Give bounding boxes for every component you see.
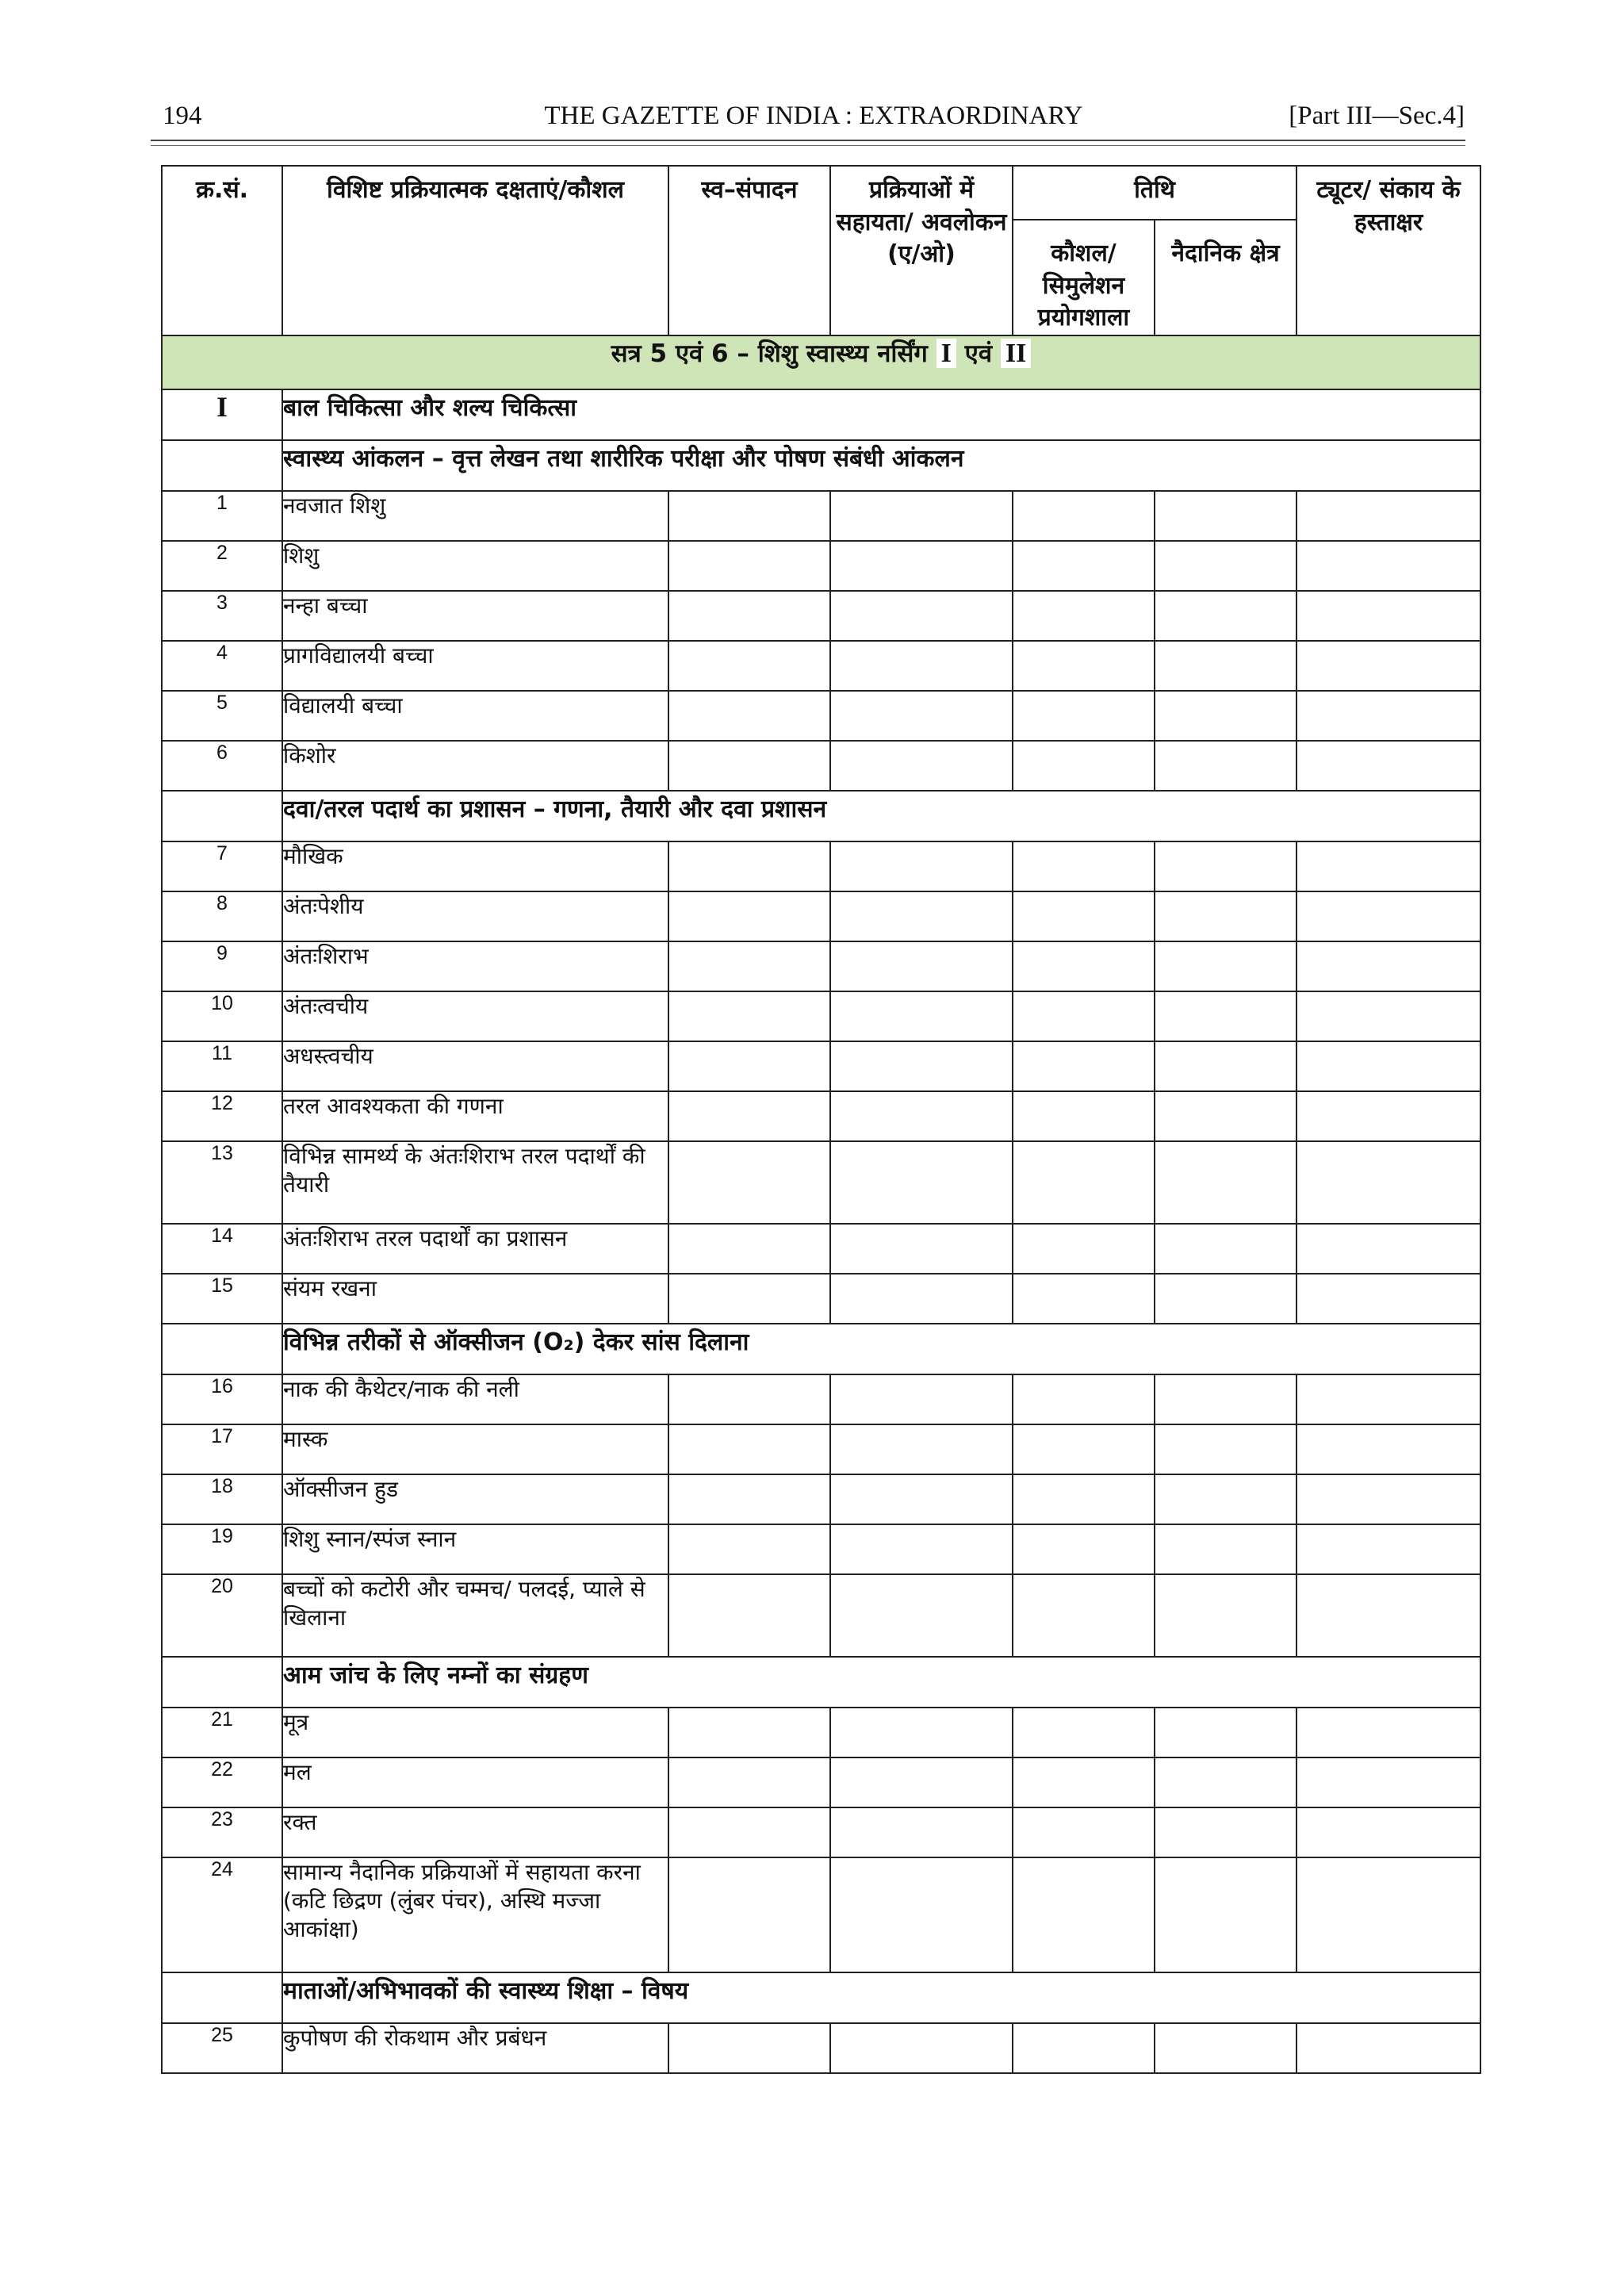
skill-cell: मास्क bbox=[282, 1424, 668, 1474]
serial-cell: 14 bbox=[162, 1224, 282, 1274]
clinical-cell[interactable] bbox=[1155, 1374, 1297, 1424]
skill-lab-cell[interactable] bbox=[1013, 1224, 1155, 1274]
clinical-cell[interactable] bbox=[1155, 541, 1297, 591]
self-cell[interactable] bbox=[668, 1708, 830, 1757]
group-header-row bbox=[162, 440, 1480, 491]
assist-cell[interactable] bbox=[830, 1091, 1013, 1141]
clinical-cell[interactable] bbox=[1155, 1857, 1297, 1972]
serial-cell: 10 bbox=[162, 991, 282, 1041]
skill-cell: नवजात शिशु bbox=[282, 491, 668, 541]
skill-cell: शिशु स्नान/स्पंज स्नान bbox=[282, 1524, 668, 1574]
serial-cell: 15 bbox=[162, 1274, 282, 1324]
sign-cell[interactable] bbox=[1297, 991, 1480, 1041]
col-self-performed: स्व–संपादन bbox=[668, 166, 830, 335]
table-row bbox=[162, 1141, 1480, 1224]
assist-cell[interactable] bbox=[830, 691, 1013, 741]
self-cell[interactable] bbox=[668, 1374, 830, 1424]
serial-cell: 13 bbox=[162, 1141, 282, 1224]
assist-cell[interactable] bbox=[830, 1224, 1013, 1274]
clinical-cell[interactable] bbox=[1155, 991, 1297, 1041]
group-number-cell bbox=[162, 440, 282, 491]
sign-cell[interactable] bbox=[1297, 541, 1480, 591]
assist-cell[interactable] bbox=[830, 1274, 1013, 1324]
skill-lab-cell[interactable] bbox=[1013, 891, 1155, 941]
col-assist-observe: प्रक्रियाओं में सहायता/ अवलोकन (ए/ओ) bbox=[830, 166, 1013, 335]
self-cell[interactable] bbox=[668, 941, 830, 991]
table-row bbox=[162, 691, 1480, 741]
assist-cell[interactable] bbox=[830, 1524, 1013, 1574]
skill-lab-cell[interactable] bbox=[1013, 1474, 1155, 1524]
table-row bbox=[162, 2023, 1480, 2073]
self-cell[interactable] bbox=[668, 741, 830, 791]
clinical-cell[interactable] bbox=[1155, 641, 1297, 691]
skill-cell: मल bbox=[282, 1757, 668, 1807]
assist-cell[interactable] bbox=[830, 1807, 1013, 1857]
serial-cell: 5 bbox=[162, 691, 282, 741]
assist-cell[interactable] bbox=[830, 541, 1013, 591]
skill-cell: अंतःपेशीय bbox=[282, 891, 668, 941]
sign-cell[interactable] bbox=[1297, 1274, 1480, 1324]
serial-cell: 23 bbox=[162, 1807, 282, 1857]
table-row bbox=[162, 1574, 1480, 1657]
self-cell[interactable] bbox=[668, 1424, 830, 1474]
clinical-cell[interactable] bbox=[1155, 1524, 1297, 1574]
clinical-cell[interactable] bbox=[1155, 591, 1297, 641]
group-header-row bbox=[162, 1972, 1480, 2023]
sign-cell[interactable] bbox=[1297, 1857, 1480, 1972]
table-row bbox=[162, 1091, 1480, 1141]
skill-lab-cell[interactable] bbox=[1013, 1091, 1155, 1141]
group-number-cell bbox=[162, 1657, 282, 1708]
self-cell[interactable] bbox=[668, 1474, 830, 1524]
sign-cell[interactable] bbox=[1297, 1141, 1480, 1224]
assist-cell[interactable] bbox=[830, 2023, 1013, 2073]
skill-cell: किशोर bbox=[282, 741, 668, 791]
sign-cell[interactable] bbox=[1297, 1224, 1480, 1274]
table-row bbox=[162, 491, 1480, 541]
serial-cell: 21 bbox=[162, 1708, 282, 1757]
table-row bbox=[162, 1708, 1480, 1757]
skills-table bbox=[161, 165, 1481, 2074]
skill-lab-cell[interactable] bbox=[1013, 1524, 1155, 1574]
self-cell[interactable] bbox=[668, 1857, 830, 1972]
group-title: आम जांच के लिए नम्नों का संग्रहण bbox=[282, 1657, 1480, 1708]
sign-cell[interactable] bbox=[1297, 691, 1480, 741]
assist-cell[interactable] bbox=[830, 1708, 1013, 1757]
semester-band bbox=[162, 335, 1480, 389]
self-cell[interactable] bbox=[668, 991, 830, 1041]
skill-lab-cell[interactable] bbox=[1013, 1274, 1155, 1324]
sign-cell[interactable] bbox=[1297, 1041, 1480, 1091]
skill-cell: शिशु bbox=[282, 541, 668, 591]
self-cell[interactable] bbox=[668, 541, 830, 591]
serial-cell: 12 bbox=[162, 1091, 282, 1141]
self-cell[interactable] bbox=[668, 1524, 830, 1574]
skill-cell: संयम रखना bbox=[282, 1274, 668, 1324]
clinical-cell[interactable] bbox=[1155, 1141, 1297, 1224]
group-number-cell bbox=[162, 791, 282, 841]
table-row bbox=[162, 841, 1480, 891]
skill-cell: कुपोषण की रोकथाम और प्रबंधन bbox=[282, 2023, 668, 2073]
band-roman-one: I bbox=[936, 339, 956, 368]
sign-cell[interactable] bbox=[1297, 941, 1480, 991]
sign-cell[interactable] bbox=[1297, 641, 1480, 691]
skill-lab-cell[interactable] bbox=[1013, 541, 1155, 591]
self-cell[interactable] bbox=[668, 1141, 830, 1224]
self-cell[interactable] bbox=[668, 1757, 830, 1807]
skill-cell: विद्यालयी बच्चा bbox=[282, 691, 668, 741]
col-clinical-area: नैदानिक क्षेत्र bbox=[1155, 220, 1297, 335]
table-row bbox=[162, 1807, 1480, 1857]
serial-cell: 16 bbox=[162, 1374, 282, 1424]
self-cell[interactable] bbox=[668, 641, 830, 691]
assist-cell[interactable] bbox=[830, 1041, 1013, 1091]
skill-cell: मूत्र bbox=[282, 1708, 668, 1757]
sign-cell[interactable] bbox=[1297, 491, 1480, 541]
page-header bbox=[163, 94, 1465, 141]
clinical-cell[interactable] bbox=[1155, 1574, 1297, 1657]
group-header-row bbox=[162, 1657, 1480, 1708]
skill-lab-cell[interactable] bbox=[1013, 941, 1155, 991]
group-title: दवा/तरल पदार्थ का प्रशासन – गणना, तैयारी और दवा प्रशासन bbox=[282, 791, 1480, 841]
assist-cell[interactable] bbox=[830, 641, 1013, 691]
sign-cell[interactable] bbox=[1297, 1807, 1480, 1857]
skill-lab-cell[interactable] bbox=[1013, 1857, 1155, 1972]
table-row bbox=[162, 1374, 1480, 1424]
skill-lab-cell[interactable] bbox=[1013, 1807, 1155, 1857]
sign-cell[interactable] bbox=[1297, 1474, 1480, 1524]
table-row bbox=[162, 1041, 1480, 1091]
assist-cell[interactable] bbox=[830, 591, 1013, 641]
band-text: सत्र 5 एवं 6 – शिशु स्वास्थ्य नर्सिंग bbox=[611, 339, 928, 368]
header-rule bbox=[151, 140, 1465, 141]
assist-cell[interactable] bbox=[830, 891, 1013, 941]
clinical-cell[interactable] bbox=[1155, 1091, 1297, 1141]
skill-lab-cell[interactable] bbox=[1013, 1757, 1155, 1807]
self-cell[interactable] bbox=[668, 591, 830, 641]
assist-cell[interactable] bbox=[830, 741, 1013, 791]
header-rule-thin bbox=[151, 145, 1465, 146]
band-roman-two: II bbox=[1001, 339, 1031, 368]
assist-cell[interactable] bbox=[830, 1474, 1013, 1524]
skill-lab-cell[interactable] bbox=[1013, 1708, 1155, 1757]
table-row bbox=[162, 741, 1480, 791]
group-title: माताओं/अभिभावकों की स्वास्थ्य शिक्षा – विषय bbox=[282, 1972, 1480, 2023]
serial-cell: 9 bbox=[162, 941, 282, 991]
serial-cell: 8 bbox=[162, 891, 282, 941]
self-cell[interactable] bbox=[668, 491, 830, 541]
clinical-cell[interactable] bbox=[1155, 691, 1297, 741]
table-row bbox=[162, 591, 1480, 641]
self-cell[interactable] bbox=[668, 2023, 830, 2073]
self-cell[interactable] bbox=[668, 1274, 830, 1324]
group-title: विभिन्न तरीकों से ऑक्सीजन (O₂) देकर सांस दिलाना bbox=[282, 1324, 1480, 1374]
clinical-cell[interactable] bbox=[1155, 2023, 1297, 2073]
skill-cell: अंतःशिराभ तरल पदार्थों का प्रशासन bbox=[282, 1224, 668, 1274]
clinical-cell[interactable] bbox=[1155, 1474, 1297, 1524]
clinical-cell[interactable] bbox=[1155, 1757, 1297, 1807]
assist-cell[interactable] bbox=[830, 1857, 1013, 1972]
skill-lab-cell[interactable] bbox=[1013, 591, 1155, 641]
skill-lab-cell[interactable] bbox=[1013, 1041, 1155, 1091]
sign-cell[interactable] bbox=[1297, 1524, 1480, 1574]
self-cell[interactable] bbox=[668, 691, 830, 741]
skill-lab-cell[interactable] bbox=[1013, 1424, 1155, 1474]
serial-cell: 4 bbox=[162, 641, 282, 691]
assist-cell[interactable] bbox=[830, 1757, 1013, 1807]
serial-cell: 17 bbox=[162, 1424, 282, 1474]
sign-cell[interactable] bbox=[1297, 1574, 1480, 1657]
clinical-cell[interactable] bbox=[1155, 1274, 1297, 1324]
group-number-cell bbox=[162, 1324, 282, 1374]
serial-cell: 7 bbox=[162, 841, 282, 891]
clinical-cell[interactable] bbox=[1155, 941, 1297, 991]
sign-cell[interactable] bbox=[1297, 841, 1480, 891]
table-row bbox=[162, 1424, 1480, 1474]
assist-cell[interactable] bbox=[830, 941, 1013, 991]
serial-cell: 3 bbox=[162, 591, 282, 641]
assist-cell[interactable] bbox=[830, 1574, 1013, 1657]
skill-cell: विभिन्न सामर्थ्य के अंतःशिराभ तरल पदार्थों की तैयारी bbox=[282, 1141, 668, 1224]
sign-cell[interactable] bbox=[1297, 1424, 1480, 1474]
sign-cell[interactable] bbox=[1297, 741, 1480, 791]
table-row bbox=[162, 1524, 1480, 1574]
skill-cell: बच्चों को कटोरी और चम्मच/ पलदई, प्याले से खिलाना bbox=[282, 1574, 668, 1657]
skill-cell: नन्हा बच्चा bbox=[282, 591, 668, 641]
skill-lab-cell[interactable] bbox=[1013, 641, 1155, 691]
skill-lab-cell[interactable] bbox=[1013, 691, 1155, 741]
table-row bbox=[162, 1757, 1480, 1807]
assist-cell[interactable] bbox=[830, 1374, 1013, 1424]
skill-cell: रक्त bbox=[282, 1807, 668, 1857]
skill-lab-cell[interactable] bbox=[1013, 2023, 1155, 2073]
serial-cell: 1 bbox=[162, 491, 282, 541]
serial-cell: 25 bbox=[162, 2023, 282, 2073]
skill-lab-cell[interactable] bbox=[1013, 1141, 1155, 1224]
table-row bbox=[162, 1857, 1480, 1972]
clinical-cell[interactable] bbox=[1155, 841, 1297, 891]
group-title: स्वास्थ्य आंकलन – वृत्त लेखन तथा शारीरिक परीक्षा और पोषण संबंधी आंकलन bbox=[282, 440, 1480, 491]
skill-cell: अधस्त्वचीय bbox=[282, 1041, 668, 1091]
serial-cell: 6 bbox=[162, 741, 282, 791]
assist-cell[interactable] bbox=[830, 491, 1013, 541]
self-cell[interactable] bbox=[668, 891, 830, 941]
self-cell[interactable] bbox=[668, 1091, 830, 1141]
assist-cell[interactable] bbox=[830, 841, 1013, 891]
col-date: तिथि bbox=[1013, 166, 1297, 220]
skill-lab-cell[interactable] bbox=[1013, 741, 1155, 791]
assist-cell[interactable] bbox=[830, 1424, 1013, 1474]
skill-lab-cell[interactable] bbox=[1013, 491, 1155, 541]
table-row bbox=[162, 891, 1480, 941]
skill-lab-cell[interactable] bbox=[1013, 991, 1155, 1041]
assist-cell[interactable] bbox=[830, 1141, 1013, 1224]
clinical-cell[interactable] bbox=[1155, 1807, 1297, 1857]
clinical-cell[interactable] bbox=[1155, 1424, 1297, 1474]
section-title: बाल चिकित्सा और शल्य चिकित्सा bbox=[282, 389, 1480, 440]
table-row bbox=[162, 1474, 1480, 1524]
clinical-cell[interactable] bbox=[1155, 491, 1297, 541]
skill-cell: तरल आवश्यकता की गणना bbox=[282, 1091, 668, 1141]
serial-cell: 11 bbox=[162, 1041, 282, 1091]
col-serial: क्र.सं. bbox=[162, 166, 282, 335]
gazette-title: THE GAZETTE OF INDIA : EXTRAORDINARY bbox=[544, 102, 1083, 130]
table-row bbox=[162, 541, 1480, 591]
sign-cell[interactable] bbox=[1297, 1374, 1480, 1424]
group-number-cell bbox=[162, 1972, 282, 2023]
skill-cell: नाक की कैथेटर/नाक की नली bbox=[282, 1374, 668, 1424]
sign-cell[interactable] bbox=[1297, 1091, 1480, 1141]
col-skills: विशिष्ट प्रक्रियात्मक दक्षताएं/कौशल bbox=[282, 166, 668, 335]
sign-cell[interactable] bbox=[1297, 1708, 1480, 1757]
table-row bbox=[162, 941, 1480, 991]
table-row bbox=[162, 991, 1480, 1041]
skill-lab-cell[interactable] bbox=[1013, 1374, 1155, 1424]
col-tutor-sign: ट्यूटर/ संकाय के हस्ताक्षर bbox=[1297, 166, 1480, 335]
clinical-cell[interactable] bbox=[1155, 1041, 1297, 1091]
self-cell[interactable] bbox=[668, 1041, 830, 1091]
table-row bbox=[162, 1274, 1480, 1324]
clinical-cell[interactable] bbox=[1155, 891, 1297, 941]
group-header-row bbox=[162, 1324, 1480, 1374]
table-row bbox=[162, 1224, 1480, 1274]
skill-cell: सामान्य नैदानिक प्रक्रियाओं में सहायता करना (कटि छिद्रण (लुंबर पंचर), अस्थि मज्जा आकांक्षा) bbox=[282, 1857, 668, 1972]
assist-cell[interactable] bbox=[830, 991, 1013, 1041]
serial-cell: 24 bbox=[162, 1857, 282, 1972]
serial-cell: 18 bbox=[162, 1474, 282, 1524]
sign-cell[interactable] bbox=[1297, 2023, 1480, 2073]
serial-cell: 20 bbox=[162, 1574, 282, 1657]
group-header-row bbox=[162, 791, 1480, 841]
sign-cell[interactable] bbox=[1297, 591, 1480, 641]
serial-cell: 19 bbox=[162, 1524, 282, 1574]
skill-cell: ऑक्सीजन हुड bbox=[282, 1474, 668, 1524]
col-skill-lab: कौशल/ सिमुलेशन प्रयोगशाला bbox=[1013, 220, 1155, 335]
page-number: 194 bbox=[163, 102, 202, 130]
clinical-cell[interactable] bbox=[1155, 741, 1297, 791]
serial-cell: 22 bbox=[162, 1757, 282, 1807]
part-section: [Part III—Sec.4] bbox=[1289, 102, 1465, 130]
sign-cell[interactable] bbox=[1297, 891, 1480, 941]
band-and: एवं bbox=[964, 339, 993, 368]
self-cell[interactable] bbox=[668, 1574, 830, 1657]
self-cell[interactable] bbox=[668, 1807, 830, 1857]
serial-cell: 2 bbox=[162, 541, 282, 591]
section-number: I bbox=[162, 389, 282, 440]
self-cell[interactable] bbox=[668, 1224, 830, 1274]
table-row bbox=[162, 641, 1480, 691]
skill-cell: अंतःत्वचीय bbox=[282, 991, 668, 1041]
skill-cell: प्रागविद्यालयी बच्चा bbox=[282, 641, 668, 691]
skill-cell: अंतःशिराभ bbox=[282, 941, 668, 991]
clinical-cell[interactable] bbox=[1155, 1224, 1297, 1274]
clinical-cell[interactable] bbox=[1155, 1708, 1297, 1757]
section-row bbox=[162, 389, 1480, 440]
sign-cell[interactable] bbox=[1297, 1757, 1480, 1807]
skill-lab-cell[interactable] bbox=[1013, 1574, 1155, 1657]
self-cell[interactable] bbox=[668, 841, 830, 891]
skill-lab-cell[interactable] bbox=[1013, 841, 1155, 891]
skill-cell: मौखिक bbox=[282, 841, 668, 891]
